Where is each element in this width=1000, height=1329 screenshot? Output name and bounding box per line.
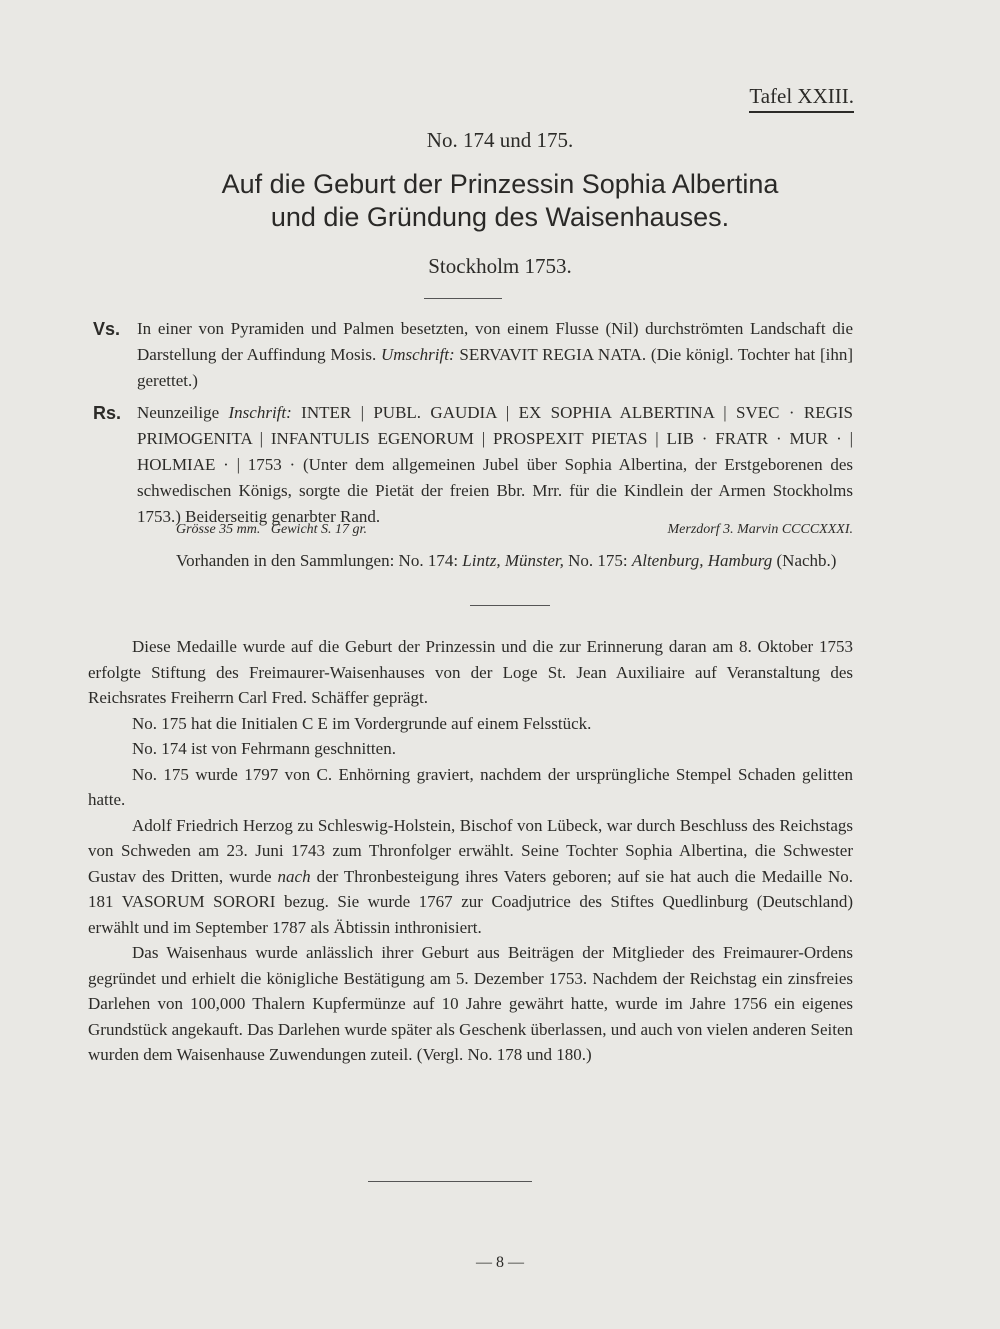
reverse-description	[93, 400, 853, 530]
medal-specs	[176, 522, 853, 538]
paragraph-5-emphasis: nach	[277, 866, 311, 886]
reverse-inscription-label: Inschrift:	[228, 403, 292, 422]
spec-weight: Gewicht S. 17 gr.	[270, 522, 367, 537]
availability-no174: No. 174:	[398, 551, 459, 570]
availability-note: (Nachb.)	[776, 551, 837, 570]
divider-top	[424, 298, 502, 299]
reverse-text: INTER | PUBL. GAUDIA | EX SOPHIA ALBERTINA | SVEC · REGIS PRIMOGENITA | INFANTULIS EGENORUM | PROSPEXIT PIETAS | LIB · FRATR · MUR · | HOLMIAE · | 1753 · (Unter dem allgemeinen Jubel über Sophia Albertina, der Erstgeborenen des schwedischen Königs, sorgte die Pietät der freien Bbr. Mrr. für die Kindlein der Armen Stockholms 1753.) Beiderseitig genarbter Rand.	[137, 403, 854, 526]
title-line-2: und die Gründung des Waisenhauses.	[270, 202, 730, 232]
availability-no174-places: Lintz, Münster,	[462, 551, 564, 570]
reverse-label: Rs.	[93, 403, 122, 423]
obverse-legend-label: Umschrift:	[380, 345, 455, 364]
obverse-description	[93, 316, 853, 394]
place-year: Stockholm 1753.	[428, 254, 572, 278]
availability-no175: No. 175:	[568, 551, 628, 570]
paragraph-2: No. 175 hat die Initialen C E im Vordergrunde auf einem Felsstück.	[132, 713, 592, 733]
spec-size: Grösse 35 mm.	[176, 522, 261, 537]
divider-middle	[470, 605, 550, 606]
commentary	[88, 634, 853, 1068]
paragraph-1: Diese Medaille wurde auf die Geburt der Prinzessin und die zur Erinnerung daran am 8. Oktober 1753 erfolgte Stiftung des Freimaurer-Waisenhauses von der Loge St. Jean Auxiliaire auf Veranstaltung des Reichsrates Freiherrn Carl Fred. Schäffer geprägt.	[88, 637, 853, 707]
obverse-label: Vs.	[93, 319, 121, 339]
paragraph-5-part-b: der Thronbesteigung ihres Vaters geboren; auf sie hat auch die Medaille No. 181 VASORUM SORORI bezug. Sie wurde 1767 zur Coadjutrice des Stiftes Quedlinburg (Deutschland) erwählt und im September 1787 als Äbtissin inthronisiert.	[88, 866, 854, 937]
obverse-legend-text: SERVAVIT REGIA NATA. (Die königl. Tochter hat [ihn] gerettet.)	[137, 345, 854, 390]
paragraph-5	[88, 813, 853, 941]
medal-numbers: No. 174 und 175.	[426, 128, 574, 152]
availability-label: Vorhanden in den Sammlungen:	[176, 551, 395, 570]
paragraph-3: No. 174 ist von Fehrmann geschnitten.	[132, 739, 396, 758]
reverse-intro: Neunzeilige	[137, 403, 220, 422]
spec-references: Merzdorf 3. Marvin CCCCXXXI.	[667, 522, 853, 537]
plate-number: Tafel XXIII.	[749, 84, 854, 113]
divider-bottom	[368, 1181, 532, 1182]
page-title	[0, 168, 1000, 234]
paragraph-5-part-a: Adolf Friedrich Herzog zu Schleswig-Holstein, Bischof von Lübeck, war durch Beschluss des Reichstags von Schweden am 23. Juni 1743 zum Thronfolger erwählt. Seine Tochter Sophia Albertina, die Schwester Gustav des Dritten, wurde	[88, 815, 853, 886]
availability-no175-places-a: Altenburg,	[631, 551, 704, 570]
availability-no175-places-b: Hamburg	[707, 551, 773, 570]
paragraph-4: No. 175 wurde 1797 von C. Enhörning graviert, nachdem der ursprüngliche Stempel Schaden gelitten hatte.	[88, 764, 853, 809]
title-line-1: Auf die Geburt der Prinzessin Sophia Albertina	[221, 169, 779, 199]
page-number: — 8 —	[476, 1254, 524, 1271]
availability	[176, 548, 853, 573]
paragraph-6: Das Waisenhaus wurde anlässlich ihrer Geburt aus Beiträgen der Mitglieder des Freimaurer-Ordens gegründet und erhielt die königliche Bestätigung am 5. Dezember 1753. Nachdem der Reichstag ein zinsfreies Darlehen von 100,000 Thalern Kupfermünze auf 10 Jahre gewährt hatte, wurde im Jahre 1756 ein eigenes Grundstück angekauft. Das Darlehen wurde später als Geschenk überlassen, und auch von vielen anderen Seiten wurden dem Waisenhause Zuwendungen zuteil. (Vergl. No. 178 und 180.)	[88, 943, 853, 1064]
obverse-text: In einer von Pyramiden und Palmen besetzten, von einem Flusse (Nil) durchströmten Landschaft die Darstellung der Auffindung Mosis.	[137, 319, 853, 364]
